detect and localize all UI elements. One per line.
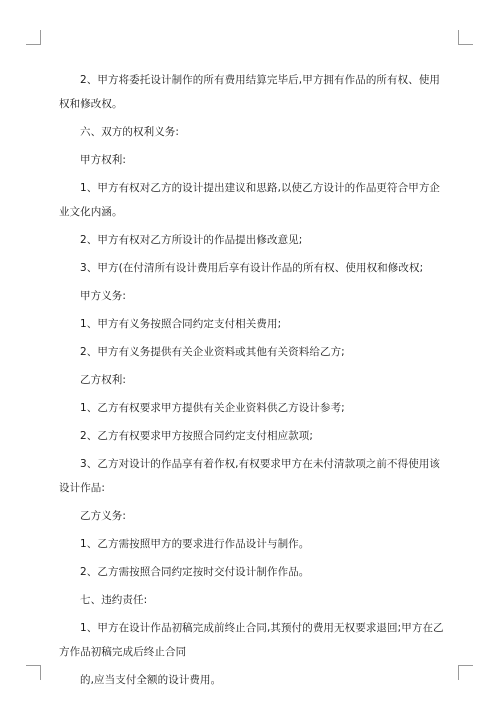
subheading-party-b-obligations: 乙方义务:: [80, 510, 127, 522]
paragraph-a-right-3: 3、甲方(在付清所有设计费用后享有设计作品的所有权、使用权和修改权;: [80, 262, 424, 274]
paragraph-breach-1: 1、甲方在设计作品初稿完成前终止合同,其预付的费用无权要求退回;甲方在乙方作品初稿完成后终止合同: [59, 622, 444, 658]
paragraph-b-right-1: 1、乙方有权要求甲方提供有关企业资料供乙方设计参考;: [80, 402, 345, 414]
paragraph-a-obligation-1: 1、甲方有义务按照合同约定支付相关费用;: [80, 318, 282, 330]
paragraph-b-obligation-2: 2、乙方需按照合同约定按时交付设计制作作品。: [80, 566, 310, 578]
corner-mark-top-left: [26, 30, 41, 45]
paragraph-b-right-3: 3、乙方对设计的作品享有着作权,有权要求甲方在未付清款项之前不得使用该设计作品:: [59, 458, 441, 494]
corner-mark-top-right: [458, 30, 473, 45]
paragraph-b-right-2: 2、乙方有权要求甲方按照合同约定支付相应款项;: [80, 430, 314, 442]
paragraph-payment-ownership: 2、甲方将委托设计制作的所有费用结算完毕后,甲方拥有作品的所有权、使用权和修改权。: [59, 74, 441, 110]
subheading-party-a-obligations: 甲方义务:: [80, 290, 127, 302]
document-body: [59, 68, 444, 696]
paragraph-breach-1-continued: 的,应当支付全额的设计费用。: [80, 674, 222, 686]
paragraph-a-right-2: 2、甲方有权对乙方所设计的作品提出修改意见;: [80, 234, 303, 246]
subheading-party-b-rights: 乙方权利:: [80, 374, 127, 386]
paragraph-b-obligation-1: 1、乙方需按照甲方的要求进行作品设计与制作。: [80, 538, 310, 550]
section-heading-rights-obligations: 六、双方的权利义务:: [80, 126, 180, 138]
section-heading-breach-liability: 七、违约责任:: [80, 594, 148, 606]
paragraph-a-right-1: 1、甲方有权对乙方的设计提出建议和思路,以使乙方设计的作品更符合甲方企业文化内涵。: [59, 182, 441, 218]
subheading-party-a-rights: 甲方权利:: [80, 154, 127, 166]
corner-mark-bottom-left: [26, 665, 41, 680]
paragraph-a-obligation-2: 2、甲方有义务提供有关企业资料或其他有关资料给乙方;: [80, 346, 345, 358]
corner-mark-bottom-right: [458, 665, 473, 680]
